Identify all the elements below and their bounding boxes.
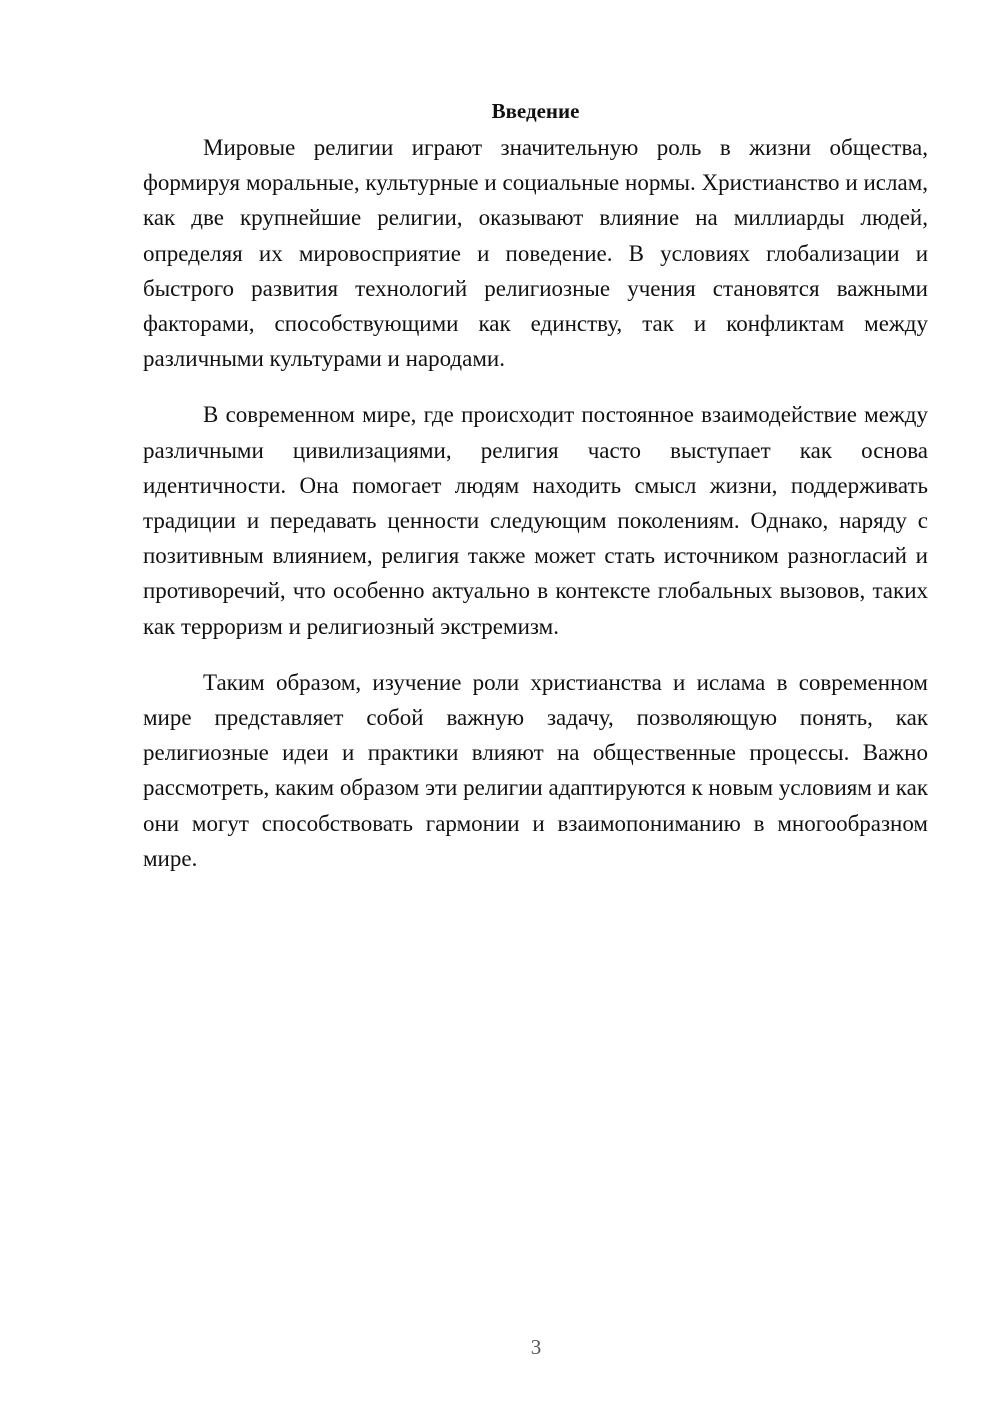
section-title: Введение xyxy=(491,99,580,123)
page-number: 3 xyxy=(530,1335,542,1359)
paragraph-1: Мировые религии играют значительную роль в жизни общества, формируя моральные, культурные и социальные нормы. Христианство и ислам, как две крупнейшие религии, оказывают влияние на миллиарды людей, определяя их мировосприятие и поведение. В условиях глобализации и быстрого развития технологий религиозные учения становятся важными факторами, способствующими как единству, так и конфликтам между различными культурами и народами. xyxy=(143,135,928,372)
page-content xyxy=(143,94,928,897)
paragraph-2: В современном мире, где происходит постоянное взаимодействие между различными цивилизациями, религия часто выступает как основа идентичности. Она помогает людям находить смысл жизни, поддерживать традиции и передавать ценности следующим поколениям. Однако, наряду с позитивным влиянием, религия также может стать источником разногласий и противоречий, что особенно актуально в контексте глобальных вызовов, таких как терроризм и религиозный экстремизм. xyxy=(143,402,928,639)
paragraph-3: Таким образом, изучение роли христианства и ислама в современном мире представляет собой важную задачу, позволяющую понять, как религиозные идеи и практики влияют на общественные процессы. Важно рассмотреть, каким образом эти религии адаптируются к новым условиям и как они могут способствовать гармонии и взаимопониманию в многообразном мире. xyxy=(143,669,928,871)
